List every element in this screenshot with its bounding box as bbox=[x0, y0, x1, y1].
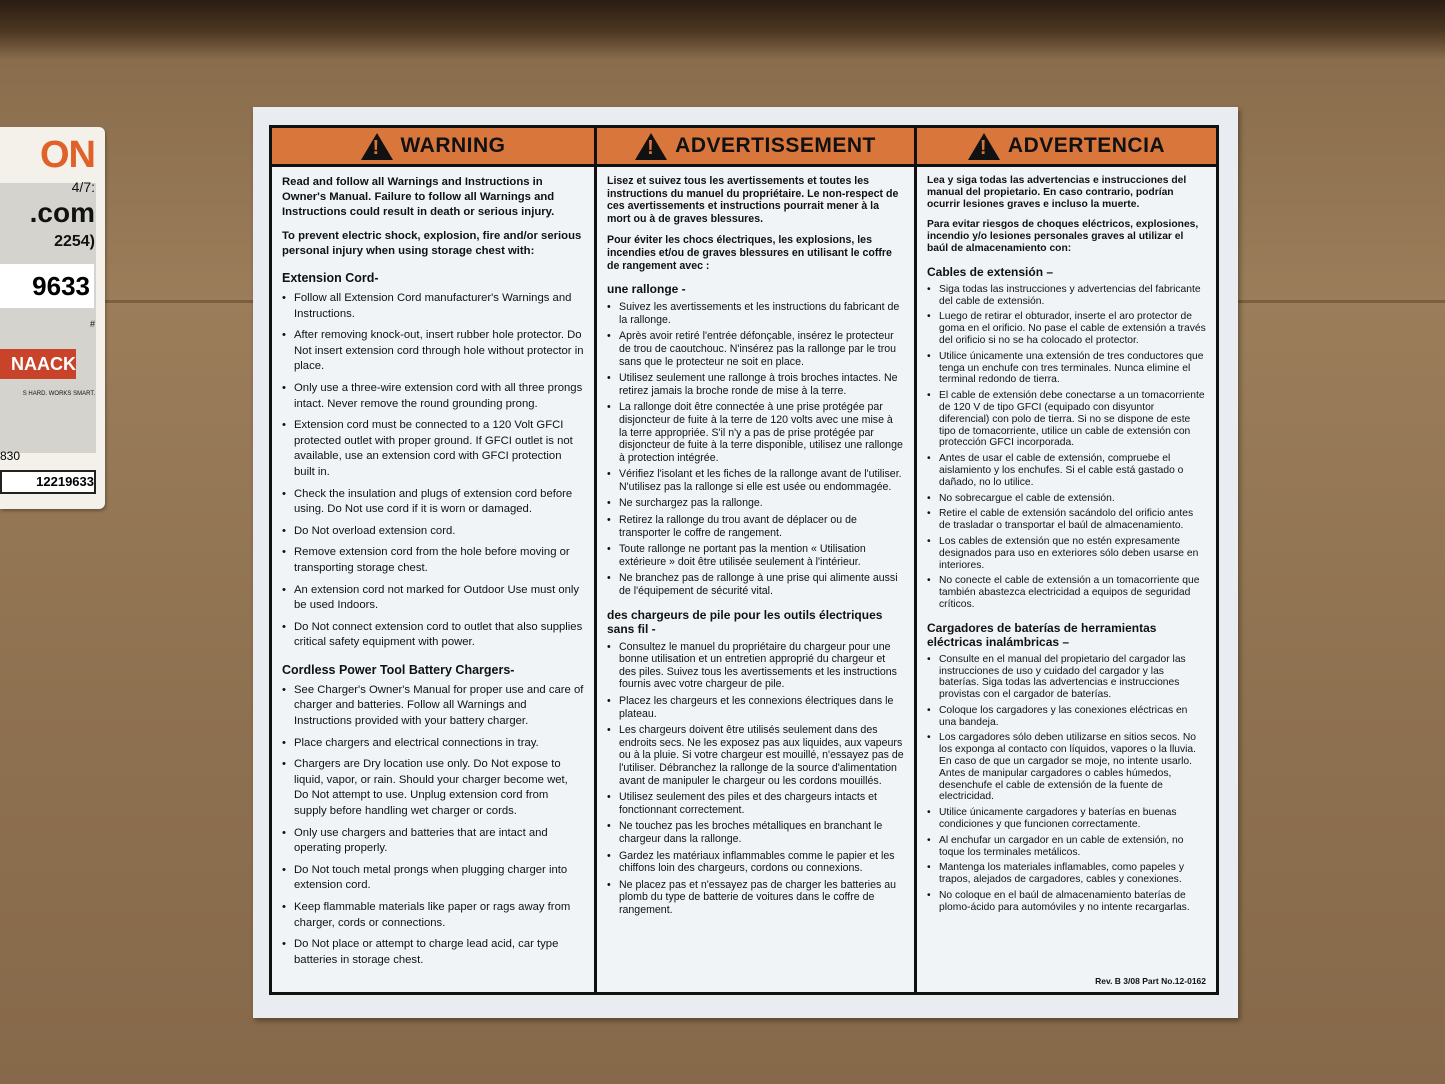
left-partial-label bbox=[0, 127, 105, 509]
section-title: Cordless Power Tool Battery Chargers- bbox=[282, 662, 515, 677]
header-advertissement bbox=[597, 128, 914, 167]
instruction-item: • Gardez les matériaux inflammables comme le papier et les chiffons loin des chargeurs, cordons ou connexions. bbox=[607, 850, 904, 875]
instruction-item: • Extension cord must be connected to a 120 Volt GFCI protected outlet with proper ground. If GFCI outlet is not available, use an extension cord with GFCI protection built in. bbox=[282, 418, 584, 480]
instruction-item: • El cable de extensión debe conectarse a un tomacorriente de 120 V de tipo GFCI (equipado con disyuntor diferencial) con polo de tierra. Si no se dispone de este tipo de tomacorriente, utilice un cable de extensión con protección GFCI incorporada. bbox=[927, 390, 1206, 449]
left-label-hash: # bbox=[89, 319, 95, 329]
instruction-item: • Los cargadores sólo deben utilizarse en sitios secos. No los exponga al contacto con líquidos, vapores o la lluvia. En caso de que un cargador se moje, no intente usarlo. Antes de manipular cargadores o cables húmedos, desenchufe el cable de extensión de la fuente de electricidad. bbox=[927, 732, 1206, 803]
instruction-item: • No conecte el cable de extensión a un tomacorriente que también abastezca electricidad a equipos de seguridad críticos. bbox=[927, 575, 1206, 610]
intro-paragraph: Para evitar riesgos de choques eléctricos, explosiones, incendio y/o lesiones personales graves al utilizar el baúl de almacenamiento con: bbox=[927, 219, 1199, 254]
column-body bbox=[272, 167, 594, 968]
instruction-item: • Consulte en el manual del propietario del cargador las instrucciones de uso y cuidado del cargador y las baterías. Siga todas las advertencias e instrucciones provistas con el cargador de baterías. bbox=[927, 654, 1206, 701]
instruction-item: • Ne touchez pas les broches métalliques en branchant le chargeur dans la rallonge. bbox=[607, 820, 904, 845]
instruction-list bbox=[927, 284, 1206, 611]
instruction-item: • No coloque en el baúl de almacenamiento baterías de plomo-ácido para automóviles y no intente recargarlas. bbox=[927, 890, 1206, 914]
column-spanish bbox=[914, 128, 1216, 992]
instruction-item: • Suivez les avertissements et les instructions du fabricant de la rallonge. bbox=[607, 301, 904, 326]
left-label-serial-2: 12219633 bbox=[0, 470, 96, 494]
instruction-item: • Utilisez seulement une rallonge à trois broches intactes. Ne retirez jamais la broche ronde de mise à la terre. bbox=[607, 372, 904, 397]
left-label-serial-1: 830 bbox=[0, 449, 21, 463]
instruction-item: • Utilisez seulement des piles et des chargeurs intacts et fonctionnant correctement. bbox=[607, 791, 904, 816]
header-advertencia bbox=[917, 128, 1216, 167]
column-english bbox=[272, 128, 594, 992]
instruction-item: • Do Not overload extension cord. bbox=[282, 524, 584, 540]
instruction-list bbox=[282, 291, 584, 651]
instruction-item: • Utilice únicamente cargadores y baterías en buenas condiciones y que funcionen correctamente. bbox=[927, 807, 1206, 831]
instruction-list bbox=[607, 641, 904, 917]
instruction-item: • Keep flammable materials like paper or rags away from charger, cords or connections. bbox=[282, 900, 584, 931]
instruction-list bbox=[927, 654, 1206, 914]
heading-text: ADVERTENCIA bbox=[1007, 134, 1166, 157]
instruction-item: • Retirez la rallonge du trou avant de déplacer ou de transporter le coffre de rangement. bbox=[607, 514, 904, 539]
instruction-item: • Only use chargers and batteries that are intact and operating properly. bbox=[282, 826, 584, 857]
heading-text: WARNING bbox=[400, 134, 506, 157]
instruction-item: • Follow all Extension Cord manufacturer's Warnings and Instructions. bbox=[282, 291, 584, 322]
instruction-item: • An extension cord not marked for Outdoor Use must only be used Indoors. bbox=[282, 583, 584, 614]
instruction-item: • Check the insulation and plugs of extension cord before using. Do Not use cord if it is worn or damaged. bbox=[282, 487, 584, 518]
intro-paragraph: Pour éviter les chocs électriques, les explosions, les incendies et/ou de graves blessures en utilisant le coffre de rangement avec : bbox=[607, 234, 892, 272]
instruction-item: • After removing knock-out, insert rubber hole protector. Do Not insert extension cord through hole without protector in place. bbox=[282, 328, 584, 375]
warning-label bbox=[253, 107, 1238, 1018]
intro-paragraph: To prevent electric shock, explosion, fire and/or serious personal injury when using storage chest with: bbox=[282, 230, 582, 257]
instruction-item: • Retire el cable de extensión sacándolo del orificio antes de trasladar o transportar el baúl de almacenamiento. bbox=[927, 508, 1206, 532]
instruction-item: • Only use a three-wire extension cord with all three prongs intact. Never remove the round grounding prong. bbox=[282, 381, 584, 412]
section-title: Cables de extensión – bbox=[927, 264, 1054, 279]
intro-paragraph: Lisez et suivez tous les avertissements et toutes les instructions du manuel du propriétaire. Le non-respect de ces avertissements et instructions pourrait mener à la mort ou à de graves blessures. bbox=[607, 175, 899, 225]
left-label-url: .com bbox=[29, 197, 95, 228]
instruction-item: • Ne branchez pas de rallonge à une prise qui alimente aussi de l'équipement de sécurité vital. bbox=[607, 572, 904, 597]
instruction-item: • Antes de usar el cable de extensión, compruebe el aislamiento y los enchufes. Si el cable está gastado o dañado, no lo utilice. bbox=[927, 453, 1206, 488]
intro-paragraph: Read and follow all Warnings and Instructions in Owner's Manual. Failure to follow all Warnings and Instructions could result in death or serious injury. bbox=[282, 176, 555, 218]
left-label-brand: ON bbox=[40, 134, 95, 176]
instruction-item: • Placez les chargeurs et les connexions électriques dans le plateau. bbox=[607, 695, 904, 720]
instruction-item: • Chargers are Dry location use only. Do Not expose to liquid, vapor, or rain. Should your charger become wet, Do Not attempt to use. Unplug extension cord from supply before handling wet charger or cords. bbox=[282, 757, 584, 819]
instruction-item: • Ne surchargez pas la rallonge. bbox=[607, 497, 904, 510]
instruction-item: • Vérifiez l'isolant et les fiches de la rallonge avant de l'utiliser. N'utilisez pas la rallonge si elle est usée ou endommagée. bbox=[607, 468, 904, 493]
instruction-item: • Do Not place or attempt to charge lead acid, car type batteries in storage chest. bbox=[282, 937, 584, 968]
instruction-item: • La rallonge doit être connectée à une prise protégée par disjoncteur de fuite à la terre de 120 volts avec une mise à la terre appropriée. S'il n'y a pas de prise protégée par disjoncteur de fuite à la terre disponible, utilisez une rallonge à protection intégrée. bbox=[607, 401, 904, 464]
warning-label-frame bbox=[269, 125, 1219, 995]
column-body bbox=[917, 167, 1216, 914]
section-title: Extension Cord- bbox=[282, 271, 379, 285]
warning-triangle-icon bbox=[635, 133, 667, 160]
header-warning bbox=[272, 128, 594, 167]
instruction-item: • Les chargeurs doivent être utilisés seulement dans des endroits secs. Ne les exposez pas aux liquides, aux vapeurs ou à la pluie. Si votre chargeur est mouillé, n'essayez pas de l'utiliser. Débranchez la rallonge de la source d'alimentation avant de manipuler le chargeur ou les cordons mouillés. bbox=[607, 724, 904, 787]
left-label-logo: NAACK bbox=[0, 349, 76, 379]
revision-number: Rev. B 3/08 Part No.12-0162 bbox=[1095, 976, 1206, 986]
heading-text: ADVERTISSEMENT bbox=[675, 134, 876, 157]
intro-paragraph: Lea y siga todas las advertencias e instrucciones del manual del propietario. En caso contrario, podrían ocurrir lesiones graves e incluso la muerte. bbox=[927, 175, 1187, 210]
instruction-item: • No sobrecargue el cable de extensión. bbox=[927, 493, 1206, 505]
instruction-item: • Utilice únicamente una extensión de tres conductores que tenga un enchufe con tres terminales. Nunca elimine el terminal redondo de tierra. bbox=[927, 351, 1206, 386]
instruction-item: • Coloque los cargadores y las conexiones eléctricas en una bandeja. bbox=[927, 705, 1206, 729]
column-french bbox=[594, 128, 914, 992]
instruction-item: • Place chargers and electrical connections in tray. bbox=[282, 736, 584, 752]
instruction-item: • See Charger's Owner's Manual for proper use and care of charger and batteries. Follow all Warnings and Instructions provided with your battery charger. bbox=[282, 683, 584, 730]
instruction-item: • Do Not touch metal prongs when plugging charger into extension cord. bbox=[282, 863, 584, 894]
instruction-item: • Do Not connect extension cord to outlet that also supplies critical safety equipment with power. bbox=[282, 620, 584, 651]
instruction-item: • Luego de retirar el obturador, inserte el aro protector de goma en el orificio. No pase el cable de extensión a través del orificio si no se ha colocado el protector. bbox=[927, 311, 1206, 346]
section-title: Cargadores de baterías de herramientas eléctricas inalámbricas – bbox=[927, 620, 1157, 649]
instruction-item: • Ne placez pas et n'essayez pas de charger les batteries au plomb du type de batterie de voitures dans le coffre de rangement. bbox=[607, 879, 904, 917]
warning-triangle-icon bbox=[361, 133, 393, 160]
instruction-item: • Après avoir retiré l'entrée défonçable, insérez le protecteur de trou de caoutchouc. N'insérez pas la rallonge par le trou sans que le protecteur ne soit en place. bbox=[607, 330, 904, 368]
section-title: des chargeurs de pile pour les outils électriques sans fil - bbox=[607, 607, 883, 636]
left-label-hotline: 4/7: bbox=[71, 179, 95, 195]
instruction-list bbox=[282, 683, 584, 969]
instruction-item: • Mantenga los materiales inflamables, como papeles y trapos, alejados de cargadores, cables y conexiones. bbox=[927, 862, 1206, 886]
column-body bbox=[597, 167, 914, 917]
instruction-item: • Al enchufar un cargador en un cable de extensión, no toque los terminales metálicos. bbox=[927, 835, 1206, 859]
instruction-item: • Los cables de extensión que no estén expresamente designados para uso en exteriores sólo deben usarse en interiores. bbox=[927, 536, 1206, 571]
left-label-tagline: S HARD. WORKS SMART. bbox=[22, 391, 95, 397]
warning-triangle-icon bbox=[968, 133, 1000, 160]
left-label-number: 9633 bbox=[0, 264, 94, 308]
left-label-phone: 2254) bbox=[54, 233, 95, 250]
instruction-list bbox=[607, 301, 904, 597]
instruction-item: • Siga todas las instrucciones y advertencias del fabricante del cable de extensión. bbox=[927, 284, 1206, 308]
instruction-item: • Remove extension cord from the hole before moving or transporting storage chest. bbox=[282, 545, 584, 576]
instruction-item: • Consultez le manuel du propriétaire du chargeur pour une bonne utilisation et un entretien approprié du chargeur et des piles. Suivez tous les avertissements et les instructions fournis avec votre chargeur de pile. bbox=[607, 641, 904, 691]
instruction-item: • Toute rallonge ne portant pas la mention « Utilisation extérieure » doit être utilisée seulement à l'intérieur. bbox=[607, 543, 904, 568]
section-title: une rallonge - bbox=[607, 282, 686, 297]
